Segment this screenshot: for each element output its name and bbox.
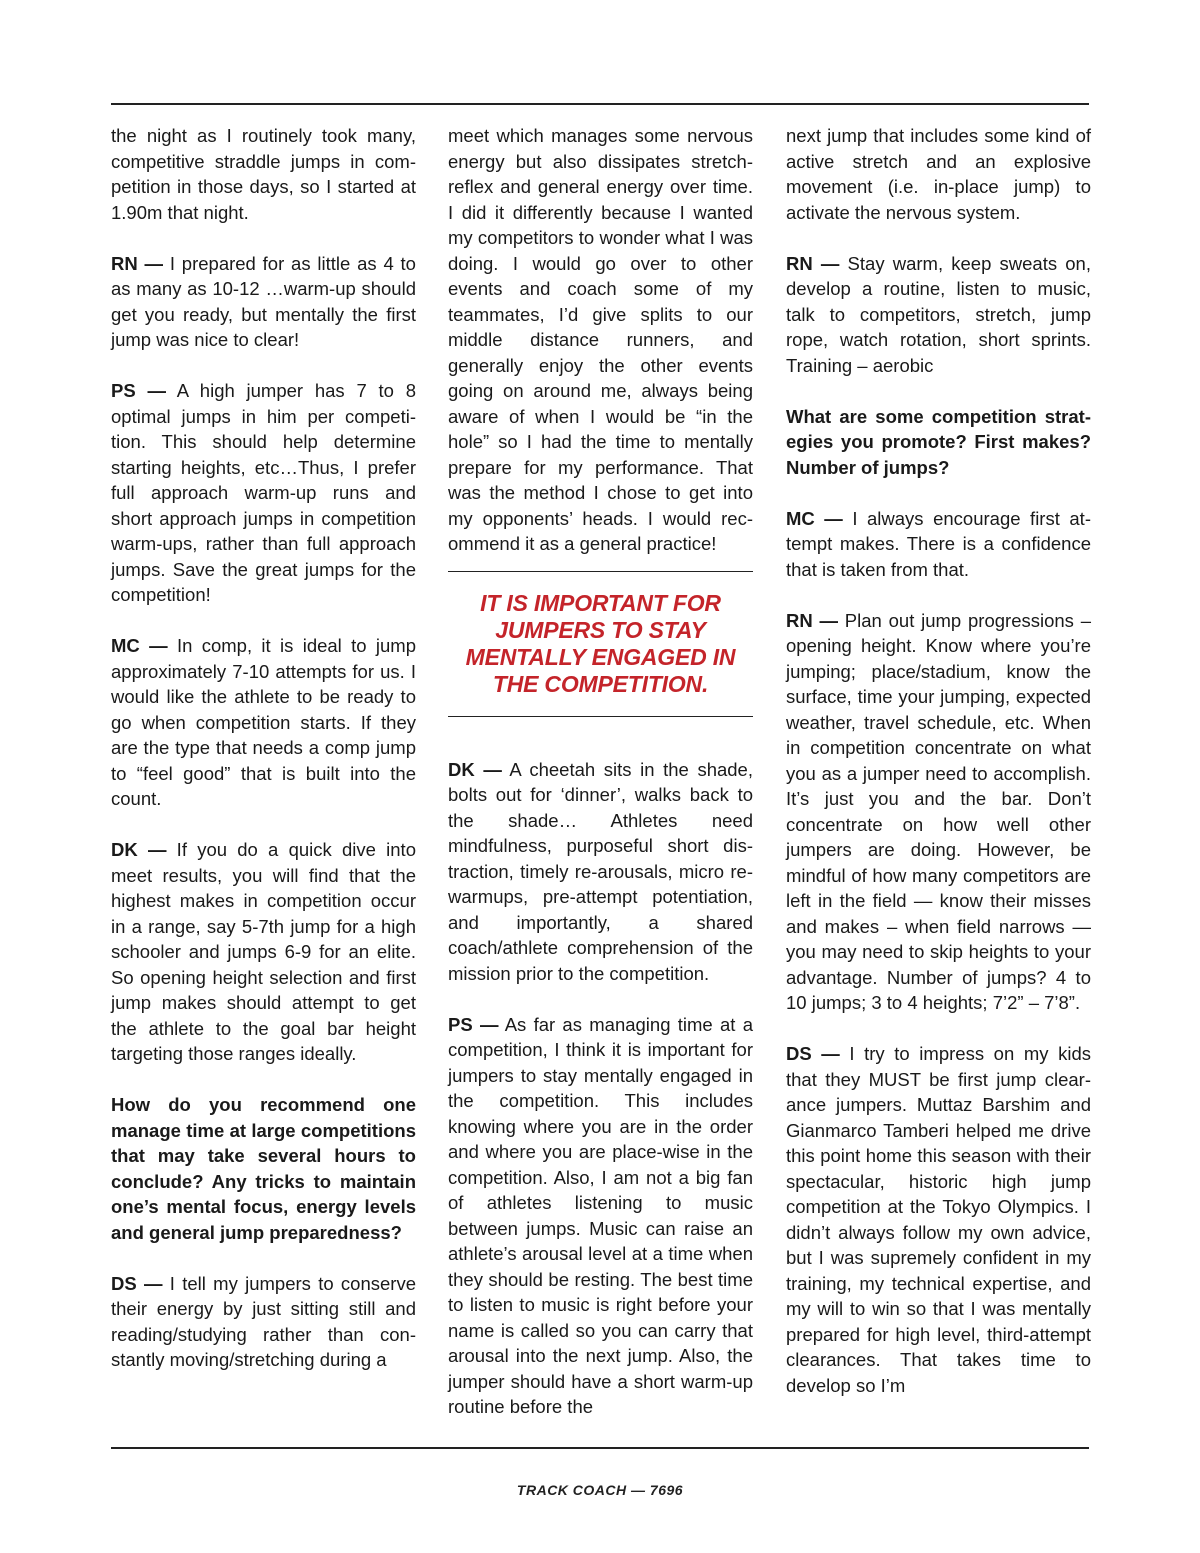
speaker-label: MC — [111,635,168,656]
top-rule [111,103,1089,105]
pull-quote [448,571,753,717]
answer-dk [111,837,416,1067]
answer-ds [786,1041,1091,1398]
answer-rn [786,608,1091,1016]
answer-mc [111,633,416,812]
page-footer: TRACK COACH — 7696 [516,1482,684,1498]
answer-ds [111,1271,416,1373]
speaker-label: PS — [111,380,166,401]
answer-rn [786,251,1091,379]
answer-ps [448,1012,753,1420]
speaker-label: MC — [786,507,843,529]
answer-text: I always encourage first attempt makes. There is a confidence that is taken from that. [786,507,1091,580]
speaker-label: DK — [111,839,167,860]
answer-text: As far as managing time at a competition, I think it is important for jumpers to stay mentally engaged in the competition. This includes knowing where you are in the order and where you are place-wise in the competition. Also, I am not a big fan of athletes listening to music between jumps. Music can raise an athlete’s arousal level at a time when they should be resting. The best time to listen to music is right before your name is called so you can carry that arousal into the next jump. Also, the jumper should have a short warm-up routine before the [448,1013,753,1417]
paragraph-continuation: next jump that includes some kind of active stretch and an explosive movement (i.e. in-place jump) to activate the nervous system. [786,125,1091,223]
answer-text: A cheetah sits in the shade, bolts out for ‘dinner’, walks back to the shade… Athletes need mindfulness, purposeful short distraction, timely re-arousals, micro re-warmups, pre-attempt potentiation, and importantly, a shared coach/athlete comprehension of the mission prior to the competition. [448,758,753,984]
interview-question: How do you recommend one manage time at large competitions that may take several hours to conclude? Any tricks to maintain one’s mental focus, energy levels and general jump preparedness? [111,1094,416,1243]
answer-ps [111,378,416,608]
answer-dk [448,757,753,987]
paragraph-continuation: the night as I routinely took many, competitive straddle jumps in competition in those days, so I started at 1.90m that night. [111,125,416,223]
answer-text: Plan out jump progressions – opening height. Know where you’re jumping; place/stadium, know the surface, time your jumping, expected weather, travel schedule, etc. When in competition concentrate on what you as a jumper need to accomplish. It’s just you and the bar. Don’t concentrate on how well other jumpers are doing. However, be mindful of how many competitors are left in the field — know their misses and makes – when field narrows — you may need to skip heights to your advantage. Number of jumps? 4 to 10 jumps; 3 to 4 heights; 7’2” – 7’8”. [786,609,1091,1013]
speaker-label: DK — [448,758,502,780]
answer-mc [786,506,1091,583]
speaker-label: PS — [448,1013,499,1035]
speaker-label: RN — [786,609,839,631]
interview-question: What are some competition strategies you promote? First makes? Number of jumps? [786,405,1091,478]
answer-text: I try to impress on my kids that they MUST be first jump clearance jumpers. Muttaz Barshim and Gianmarco Tamberi helped me drive this point home this season with their spectacular, historic high jump competition at the Tokyo Olympics. I didn’t always follow my own advice, but I was supremely confident in my training, my technical expertise, and my will to win so that I was mentally prepared for high level, third-attempt clearances. That takes time to develop so I’m [786,1043,1091,1396]
bottom-rule [111,1447,1089,1449]
pull-quote-text: IT IS IMPORTANT FOR JUMPERS TO STAY MENTALLY ENGAGED IN THE COMPETITION. [465,589,736,697]
answer-text: If you do a quick dive into meet results, you will find that the highest makes in competition occur in a range, say 5-7th jump for a high schooler and jumps 6-9 for an elite. So opening height selection and first jump makes should attempt to get the athlete to the goal bar height targeting those ranges ideally. [111,839,416,1064]
paragraph-continuation: meet which manages some nervous energy but also dissipates stretch-reflex and general energy over time. I did it differently because I wanted my competitors to wonder what I was doing. I would go over to other events and coach some of my teammates, I’d give splits to our middle distance runners, and generally enjoy the other events going on around me, always being aware of when I would be “in the hole” so I had the time to mentally prepare for my performance. That was the method I chose to get into my opponents’ heads. I would recommend it as a general practice! [448,125,753,554]
answer-text: I tell my jumpers to conserve their energy by just sitting still and reading/studying rather than constantly moving/stretching during a [111,1272,416,1370]
answer-text: In comp, it is ideal to jump approximately 7-10 attempts for us. I would like the athlete to be ready to go when competition starts. If they are the type that needs a comp jump to “feel good” that is built into the count. [111,635,416,809]
answer-text: I prepared for as little as 4 to as many as 10-12 …warm-up should get you ready, but mentally the first jump was nice to clear! [111,252,416,350]
speaker-label: RN — [786,252,840,274]
speaker-label: DS — [786,1043,840,1064]
speaker-label: DS — [111,1272,163,1294]
column-2 [448,123,753,1420]
column-3 [786,123,1091,1398]
column-1 [111,123,416,1373]
answer-text: Stay warm, keep sweats on, develop a routine, listen to music, talk to competitors, stretch, jump rope, watch rotation, short sprints. Training – aerobic [786,252,1091,376]
answer-rn [111,251,416,353]
answer-text: A high jumper has 7 to 8 optimal jumps in him per competition. This should help determine starting heights, etc…Thus, I prefer full approach warm-up runs and short approach jumps in competition warm-ups, rather than full approach jumps. Save the great jumps for the competition! [111,380,416,605]
speaker-label: RN — [111,252,164,274]
